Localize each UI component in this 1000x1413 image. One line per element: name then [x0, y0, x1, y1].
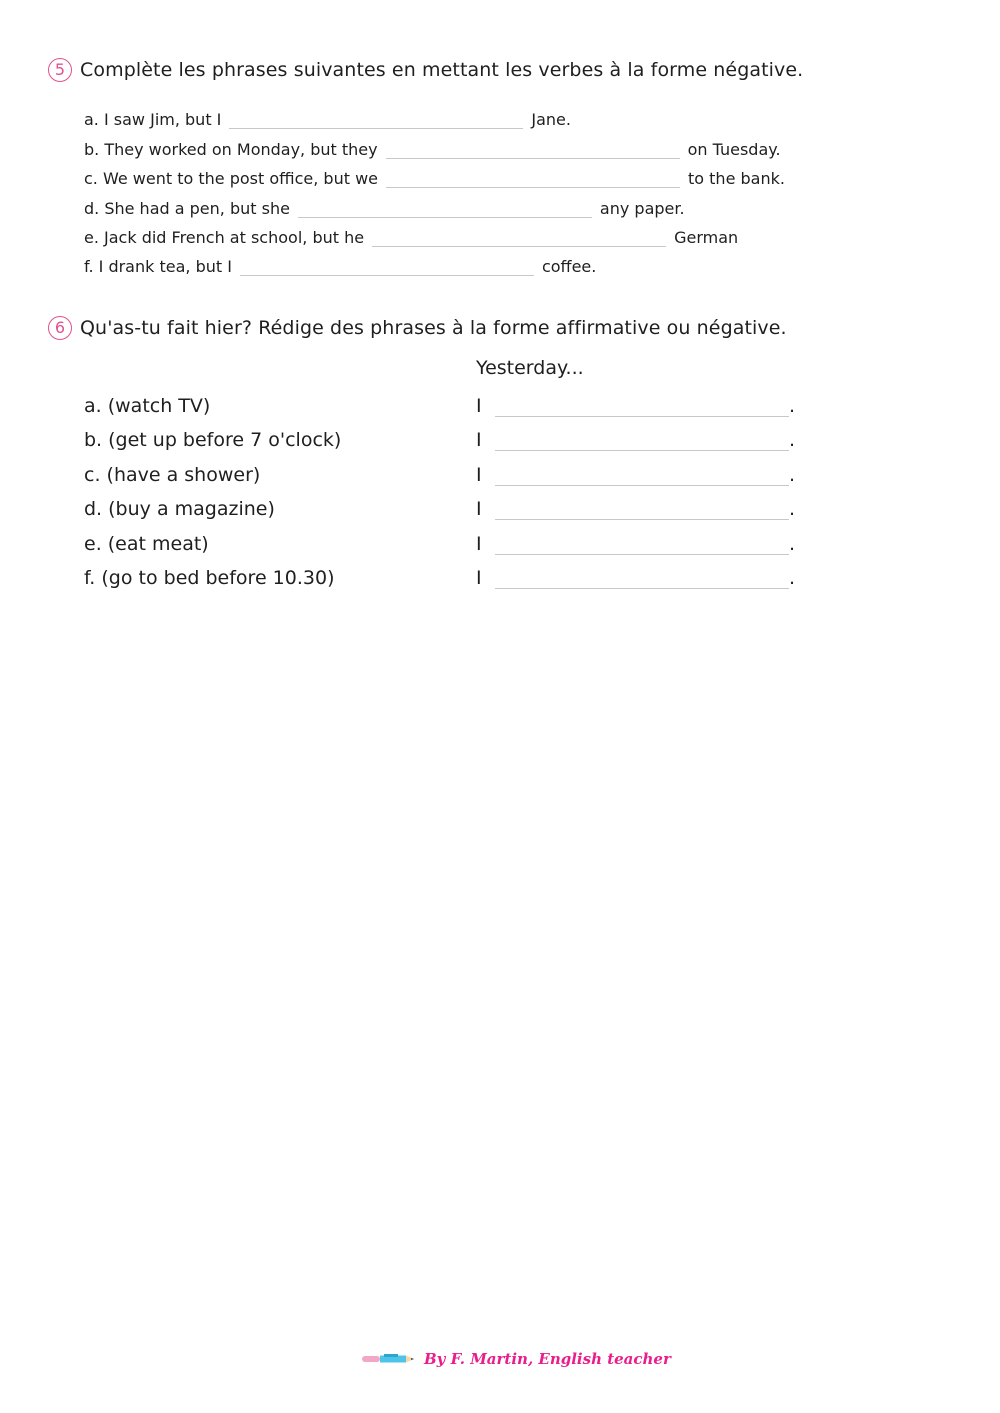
- answer-blank[interactable]: [495, 574, 789, 589]
- sentence-end: coffee.: [541, 257, 597, 276]
- exercise-number-badge: 6: [48, 316, 72, 340]
- exercise-6-header: [48, 316, 787, 340]
- answer-blank[interactable]: [240, 261, 534, 276]
- prompt-label: a. (watch TV): [84, 395, 211, 417]
- answer-line: [476, 395, 795, 417]
- answer-blank[interactable]: [495, 402, 789, 417]
- sentence-row: [84, 166, 785, 188]
- full-stop: .: [789, 395, 796, 417]
- sentence-row: [84, 225, 738, 247]
- prompt-label: c. (have a shower): [84, 464, 261, 486]
- column-header-yesterday: Yesterday...: [476, 357, 584, 379]
- sentence-row: [84, 137, 781, 159]
- sentence-end: German: [674, 228, 739, 247]
- prompt-row: [84, 460, 804, 486]
- answer-blank[interactable]: [229, 114, 523, 129]
- sentence-start: b. They worked on Monday, but they: [84, 140, 378, 159]
- sentence-row: [84, 196, 685, 218]
- answer-line: [476, 429, 795, 451]
- full-stop: .: [789, 533, 796, 555]
- sentence-start: e. Jack did French at school, but he: [84, 228, 365, 247]
- full-stop: .: [789, 567, 796, 589]
- footer: [360, 1350, 671, 1368]
- exercise-number-badge: 5: [48, 58, 72, 82]
- answer-blank[interactable]: [495, 471, 789, 486]
- prompt-label: f. (go to bed before 10.30): [84, 567, 335, 589]
- pronoun-label: I: [476, 429, 482, 451]
- answer-line: [476, 567, 795, 589]
- sentence-start: d. She had a pen, but she: [84, 199, 290, 218]
- sentence-end: any paper.: [599, 199, 685, 218]
- sentence-start: f. I drank tea, but I: [84, 257, 232, 276]
- answer-line: [476, 533, 795, 555]
- author-credit: By F. Martin, English teacher: [424, 1350, 671, 1368]
- exercise-5-header: [48, 58, 803, 82]
- answer-blank[interactable]: [495, 540, 789, 555]
- prompt-label: d. (buy a magazine): [84, 498, 275, 520]
- sentence-end: on Tuesday.: [687, 140, 781, 159]
- sentence-end: Jane.: [531, 110, 571, 129]
- sentence-row: [84, 107, 571, 129]
- sentence-row: [84, 254, 596, 276]
- prompt-label: b. (get up before 7 o'clock): [84, 429, 342, 451]
- prompt-row: [84, 425, 804, 451]
- prompt-row: [84, 529, 804, 555]
- pronoun-label: I: [476, 533, 482, 555]
- sentence-start: a. I saw Jim, but I: [84, 110, 222, 129]
- sentence-start: c. We went to the post office, but we: [84, 169, 378, 188]
- exercise-instruction: Complète les phrases suivantes en mettant les verbes à la forme négative.: [80, 59, 804, 81]
- answer-blank[interactable]: [386, 144, 680, 159]
- prompt-label: e. (eat meat): [84, 533, 209, 555]
- answer-line: [476, 498, 795, 520]
- answer-blank[interactable]: [495, 505, 789, 520]
- pen-icon: [360, 1351, 418, 1367]
- full-stop: .: [789, 429, 796, 451]
- pronoun-label: I: [476, 498, 482, 520]
- pronoun-label: I: [476, 464, 482, 486]
- full-stop: .: [789, 464, 796, 486]
- pronoun-label: I: [476, 395, 482, 417]
- answer-blank[interactable]: [495, 436, 789, 451]
- answer-blank[interactable]: [298, 203, 592, 218]
- sentence-end: to the bank.: [688, 169, 785, 188]
- exercise-instruction: Qu'as-tu fait hier? Rédige des phrases à la forme affirmative ou négative.: [80, 317, 787, 339]
- pronoun-label: I: [476, 567, 482, 589]
- answer-blank[interactable]: [386, 173, 680, 188]
- prompt-row: [84, 563, 804, 589]
- prompt-row: [84, 391, 804, 417]
- answer-line: [476, 464, 795, 486]
- prompt-row: [84, 494, 804, 520]
- answer-blank[interactable]: [372, 232, 666, 247]
- full-stop: .: [789, 498, 796, 520]
